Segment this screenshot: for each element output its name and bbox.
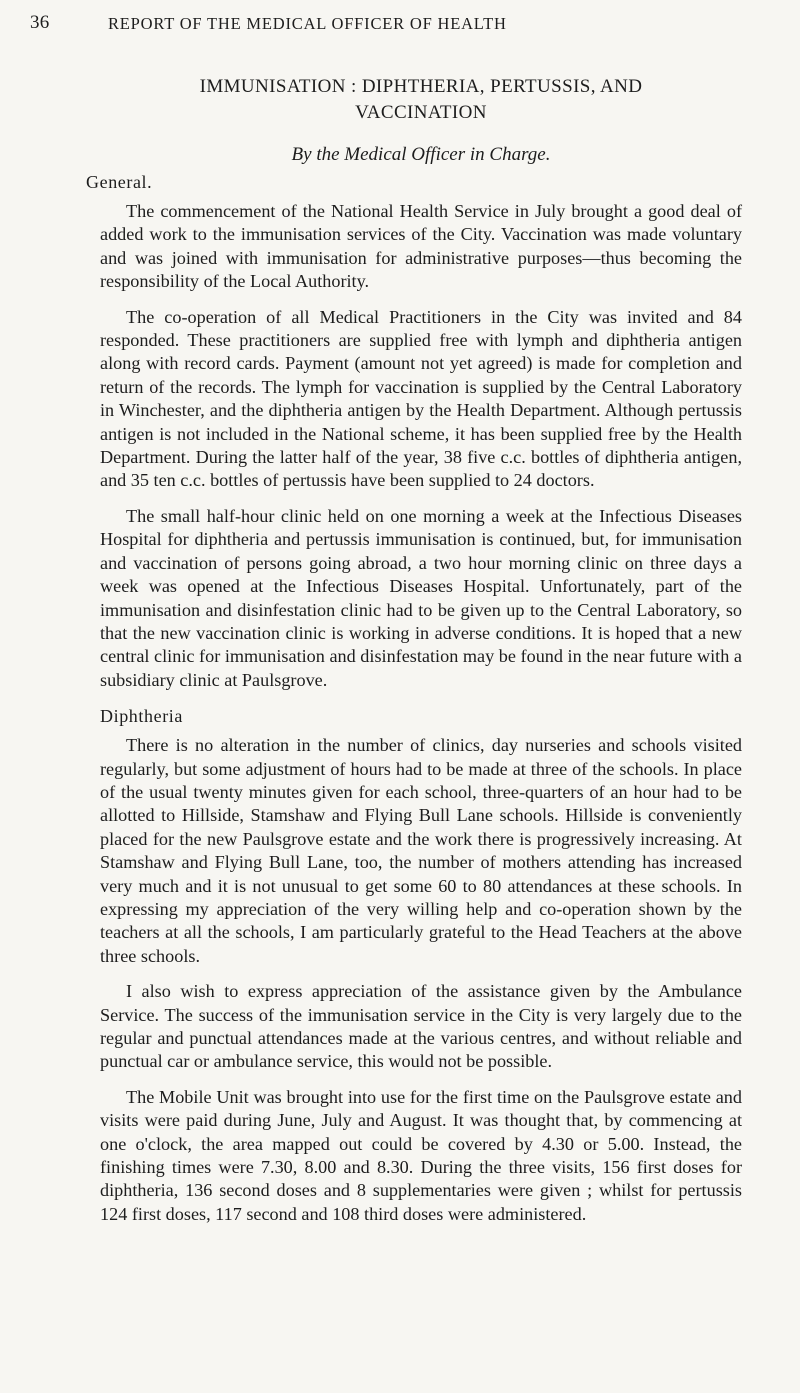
- paragraph: The small half-hour clinic held on one morning a week at the Infectious Diseases Hospital for diphtheria and pertussis immunisation is continued, but, for immunisation and vaccination of persons going abroad, a two hour morning clinic on three days a week was opened at the Infectious Diseases Hospital. Unfortunately, part of the immunisation and disinfestation clinic had to be given up to the Central Laboratory, so that the new vaccination clinic is working in adverse conditions. It is hoped that a new central clinic for immunisation and disinfestation may be found in the near future with a subsidiary clinic at Paulsgrove.: [100, 505, 742, 690]
- article-title-line-2: VACCINATION: [355, 102, 487, 123]
- paragraph: The commencement of the National Health Service in July brought a good deal of added work to the immunisation services of the City. Vaccination was made voluntary and was joined with immunisation for administrative purposes—thus becoming the responsibility of the Local Authority.: [100, 201, 742, 292]
- article-body: [86, 74, 742, 1238]
- section-heading-diphtheria: Diphtheria: [100, 706, 183, 727]
- paragraph: The co-operation of all Medical Practitioners in the City was invited and 84 responded. These practitioners are supplied free with lymph and diphtheria antigen along with record cards. Payment (amount not yet agreed) is made for completion and return of the records. The lymph for vaccination is supplied by the Central Laboratory in Winchester, and the diphtheria antigen by the Health Department. Although pertussis antigen is not included in the National scheme, it has been supplied free by the Health Department. During the latter half of the year, 38 five c.c. bottles of diphtheria antigen, and 35 ten c.c. bottles of pertussis have been supplied to 24 doctors.: [100, 306, 742, 491]
- page-number: 36: [30, 12, 50, 33]
- running-title: REPORT OF THE MEDICAL OFFICER OF HEALTH: [108, 14, 507, 33]
- paragraph: There is no alteration in the number of clinics, day nurseries and schools visited regularly, but some adjustment of hours had to be made at three of the schools. In place of the usual twenty minutes given for each school, three-quarters of an hour had to be allotted to Hillside, Stamshaw and Flying Bull Lane schools. Hillside is conveniently placed for the new Paulsgrove estate and the work there is progressively increasing. At Stamshaw and Flying Bull Lane, too, the number of mothers attending has increased very much and it is not unusual to get some 60 to 80 attendances at these schools. In expressing my appreciation of the very willing help and co-operation shown by the teachers at all the schools, I am particularly grateful to the Head Teachers at the above three schools.: [100, 735, 742, 966]
- article-title: [100, 74, 742, 126]
- paragraph: I also wish to express appreciation of the assistance given by the Ambulance Service. The success of the immunisation service in the City is very largely due to the regular and punctual attendances made at the various centres, and without reliable and punctual car or ambulance service, this would not be possible.: [100, 981, 742, 1072]
- article-title-line-1: IMMUNISATION : DIPHTHERIA, PERTUSSIS, AND: [199, 76, 643, 97]
- section-heading-general: General.: [86, 172, 153, 192]
- article-byline: By the Medical Officer in Charge.: [291, 144, 551, 165]
- paragraph: The Mobile Unit was brought into use for the first time on the Paulsgrove estate and visits were paid during June, July and August. It was thought that, by commencing at one o'clock, the area mapped out could be covered by 4.30 or 5.00. Instead, the finishing times were 7.30, 8.00 and 8.30. During the three visits, 156 first doses for diphtheria, 136 second doses and 8 supplementaries were given ; whilst for pertussis 124 first doses, 117 second and 108 third doses were administered.: [100, 1086, 742, 1224]
